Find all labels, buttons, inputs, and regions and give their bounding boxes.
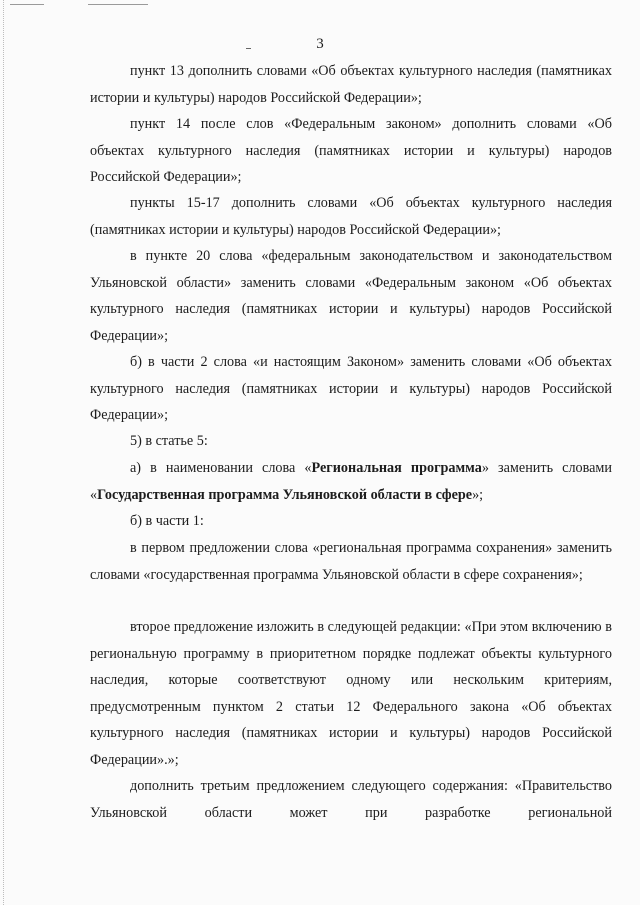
paragraph-items-15-17: пункты 15-17 дополнить словами «Об объектах культурного наследия (памятниках истории и культуры) народов Российской Федерации»; — [90, 195, 612, 238]
paragraph-first-sentence: в первом предложении слова «региональная программа сохранения» заменить словами «государственная программа Ульяновской области в сфере сохранения»; — [90, 540, 612, 583]
paragraph-item-14: пункт 14 после слов «Федеральным законом» дополнить словами «Об объектах культурного наследия (памятниках истории и культуры) народов Российской Федерации»; — [90, 116, 612, 185]
bold-term-state-program: Государственная программа Ульяновской области в сфере — [97, 486, 473, 503]
paragraph-part-2: б) в части 2 слова «и настоящим Законом» заменить словами «Об объектах культурного наследия (памятниках истории и культуры) народов Российской Федерации»; — [90, 354, 612, 423]
paragraph-title-change — [90, 455, 612, 508]
paragraph-third-sentence: дополнить третьим предложением следующего содержания: «Правительство Ульяновской области может при разработке региональной — [90, 778, 612, 821]
text-run: »; — [472, 486, 484, 503]
page-number: 3 — [316, 36, 324, 52]
paragraph-item-20: в пункте 20 слова «федеральным законодательством и законодательством Ульяновской области» заменить словами «Федеральным законом «Об объектах культурного наследия (памятниках истории и культуры) народов Российской Федерации»; — [90, 248, 612, 344]
scan-mark — [10, 4, 44, 5]
text-run: а) в наименовании слова « — [130, 460, 312, 476]
paragraph-part-1: б) в части 1: — [130, 513, 204, 529]
bold-term-regional-program: Региональная программа — [311, 460, 482, 476]
paragraph-second-sentence: второе предложение изложить в следующей редакции: «При этом включению в региональную программу в приоритетном порядке подлежат объекты культурного наследия, которые соответствуют одному или нескольким критериям, предусмотренным пунктом 2 статьи 12 Федерального закона «Об объектах культурного наследия (памятниках истории и культуры) народов Российской Федерации».»; — [90, 619, 612, 768]
paragraph-article-5: 5) в статье 5: — [130, 433, 208, 449]
text-run: » заменить словами « — [90, 460, 613, 503]
left-edge-mark — [3, 0, 4, 905]
scan-mark — [88, 4, 148, 5]
paragraph-item-13: пункт 13 дополнить словами «Об объектах культурного наследия (памятниках истории и культуры) народов Российской Федерации»; — [90, 63, 612, 106]
